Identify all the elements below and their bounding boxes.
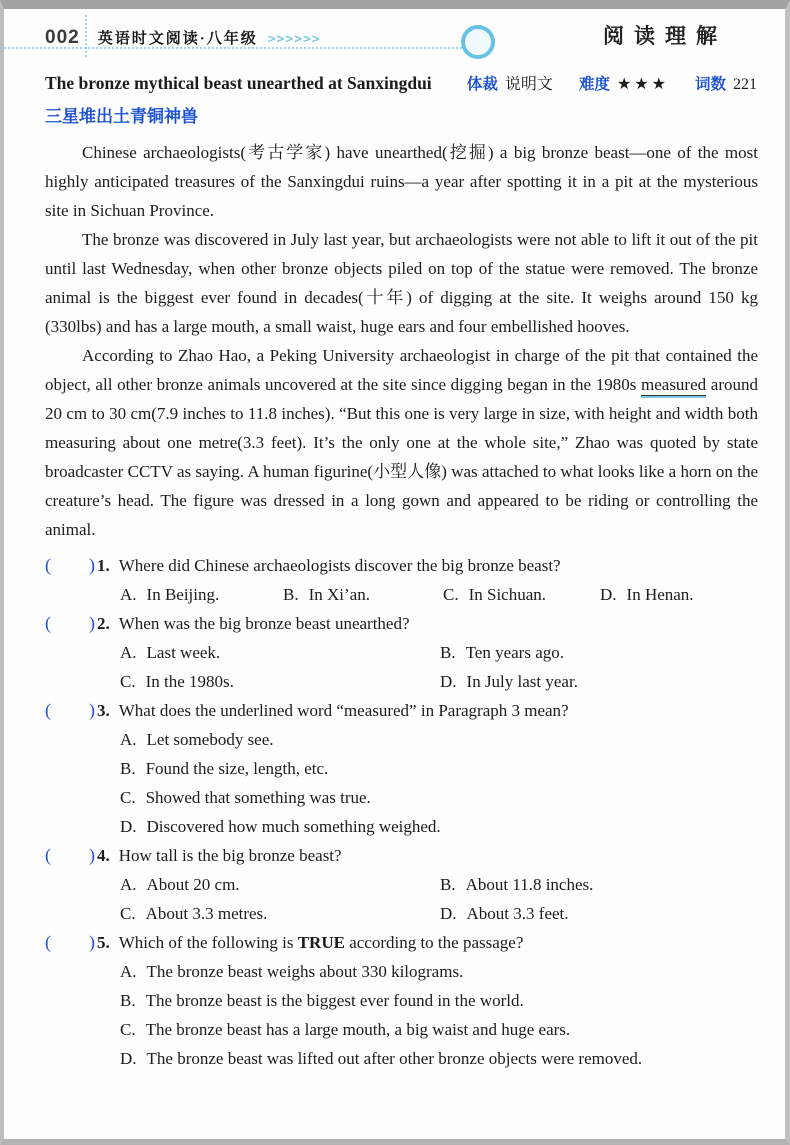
options-list: [120, 638, 758, 696]
option-text: In Sichuan.: [468, 585, 547, 604]
question-head: [45, 928, 758, 957]
option-label: D.: [440, 672, 457, 691]
option-text: Found the size, length, etc.: [145, 759, 329, 778]
option-text: About 20 cm.: [146, 875, 240, 894]
option-label: B.: [440, 875, 456, 894]
option-item: [440, 899, 758, 928]
option-item: [440, 667, 758, 696]
option-item: [440, 638, 758, 667]
question-head: [45, 551, 758, 580]
option-text: The bronze beast has a large mouth, a big waist and huge ears.: [145, 1020, 571, 1039]
option-text: Showed that something was true.: [145, 788, 371, 807]
option-item: [443, 580, 600, 609]
underlined-word: measured: [641, 375, 707, 394]
question-text: Which of the following is TRUE according to the passage?: [118, 933, 524, 952]
passage-paragraph: Chinese archaeologists(考古学家) have unearthed(挖掘) a big bronze beast—one of the most highly anticipated treasures of the Sanxingdui ruins—a year after spotting it in a pit at the mysterious site in Sichuan Province.: [45, 143, 758, 220]
passage: [4, 127, 785, 544]
option-item: [120, 754, 758, 783]
meta-word-count: 词数 221: [694, 76, 757, 93]
option-label: A.: [120, 875, 137, 894]
answer-bracket-close: ): [89, 613, 95, 633]
option-item: [120, 580, 283, 609]
dotted-divider-vertical: [85, 15, 87, 57]
page-header: [4, 9, 785, 61]
question-text: Where did Chinese archaeologists discover the big bronze beast?: [118, 556, 561, 575]
option-item: [120, 1015, 758, 1044]
option-text: In Xi’an.: [308, 585, 370, 604]
question-text: When was the big bronze beast unearthed?: [118, 614, 410, 633]
dotted-rule: [4, 47, 466, 49]
passage-paragraph: According to Zhao Hao, a Peking University archaeologist in charge of the pit that contained the object, all other bronze animals uncovered at the site since digging began in the 1980s measured around 20 cm to 30 cm(7.9 inches to 11.8 inches). “But this one is very large in size, with height and width both measuring about one metre(3.3 feet). It’s the only one at the whole site,” Zhao was quoted by state broadcaster CCTV as saying. A human figurine(小型人像) was attached to what looks like a horn on the creature’s head. The figure was dressed in a long gown and appeared to be riding or controlling the animal.: [45, 346, 758, 539]
question-head: [45, 841, 758, 870]
circle-icon: [461, 25, 495, 59]
option-label: D.: [440, 904, 457, 923]
answer-bracket-close: ): [89, 700, 95, 720]
question-number: 1.: [97, 556, 110, 575]
article-title: The bronze mythical beast unearthed at Sanxingdui: [45, 73, 432, 93]
option-item: [120, 812, 758, 841]
option-item: [120, 899, 440, 928]
option-label: C.: [120, 904, 136, 923]
option-text: In Henan.: [626, 585, 694, 604]
option-label: D.: [120, 1049, 137, 1068]
series-title: 英语时文阅读·八年级: [97, 31, 258, 47]
option-label: C.: [120, 672, 136, 691]
question-head: [45, 696, 758, 725]
option-text: About 11.8 inches.: [465, 875, 594, 894]
article-meta: [467, 71, 757, 94]
option-text: The bronze beast weighs about 330 kilograms.: [146, 962, 464, 981]
option-label: B.: [440, 643, 456, 662]
question-number: 3.: [97, 701, 110, 720]
options-list: [120, 870, 758, 928]
question-block: [45, 696, 758, 841]
option-item: [120, 667, 440, 696]
article-title-row: [4, 61, 785, 94]
question-block: [45, 609, 758, 696]
article-subtitle-cn: 三星堆出土青铜神兽: [45, 107, 198, 126]
option-label: A.: [120, 962, 137, 981]
question-text: How tall is the big bronze beast?: [118, 846, 342, 865]
option-label: D.: [120, 817, 137, 836]
answer-bracket-open: (: [45, 932, 51, 952]
option-item: [120, 638, 440, 667]
option-item: [283, 580, 443, 609]
answer-bracket-open: (: [45, 555, 51, 575]
option-label: C.: [120, 1020, 136, 1039]
option-text: The bronze beast was lifted out after other bronze objects were removed.: [146, 1049, 643, 1068]
question-block: [45, 928, 758, 1073]
option-item: [120, 1044, 758, 1073]
options-list: [120, 725, 758, 841]
question-block: [45, 551, 758, 609]
option-text: About 3.3 feet.: [466, 904, 569, 923]
option-label: C.: [443, 585, 459, 604]
option-item: [600, 580, 758, 609]
option-label: B.: [120, 759, 136, 778]
option-text: Last week.: [146, 643, 221, 662]
option-text: In Beijing.: [146, 585, 220, 604]
meta-genre: 体裁 说明文: [466, 76, 553, 93]
options-list: [120, 580, 758, 609]
question-head: [45, 609, 758, 638]
option-text: Let somebody see.: [146, 730, 274, 749]
question-number: 5.: [97, 933, 110, 952]
answer-bracket-close: ): [89, 845, 95, 865]
answer-bracket-close: ): [89, 932, 95, 952]
option-item: [120, 870, 440, 899]
option-item: [120, 957, 758, 986]
section-title: 阅读理解: [603, 24, 727, 48]
question-block: [45, 841, 758, 928]
option-label: A.: [120, 585, 137, 604]
option-text: Discovered how much something weighed.: [146, 817, 441, 836]
option-label: C.: [120, 788, 136, 807]
question-number: 4.: [97, 846, 110, 865]
option-text: Ten years ago.: [465, 643, 564, 662]
option-item: [120, 725, 758, 754]
option-label: D.: [600, 585, 617, 604]
option-item: [440, 870, 758, 899]
option-label: A.: [120, 643, 137, 662]
question-text: What does the underlined word “measured” in Paragraph 3 mean?: [118, 701, 569, 720]
option-text: In July last year.: [466, 672, 578, 691]
question-number: 2.: [97, 614, 110, 633]
difficulty-stars-icon: ★★★: [616, 76, 669, 93]
answer-bracket-open: (: [45, 700, 51, 720]
option-text: In the 1980s.: [145, 672, 234, 691]
option-item: [120, 783, 758, 812]
option-label: B.: [283, 585, 299, 604]
option-text: About 3.3 metres.: [145, 904, 268, 923]
chevrons-icon: >>>>>>: [267, 32, 321, 47]
questions: [4, 544, 785, 1073]
option-item: [120, 986, 758, 1015]
answer-bracket-open: (: [45, 845, 51, 865]
options-list: [120, 957, 758, 1073]
passage-paragraph: The bronze was discovered in July last year, but archaeologists were not able to lift it out of the pit until last Wednesday, when other bronze objects piled on top of the statue were removed. The bronze animal is the biggest ever found in decades(十年) of digging at the site. It weighs around 150 kg (330lbs) and has a large mouth, a small waist, huge ears and four embellished hooves.: [45, 230, 758, 336]
page-number: 002: [45, 27, 80, 48]
option-label: B.: [120, 991, 136, 1010]
option-text: The bronze beast is the biggest ever found in the world.: [145, 991, 524, 1010]
option-label: A.: [120, 730, 137, 749]
answer-bracket-close: ): [89, 555, 95, 575]
meta-difficulty: 难度 ★★★: [578, 76, 669, 93]
answer-bracket-open: (: [45, 613, 51, 633]
